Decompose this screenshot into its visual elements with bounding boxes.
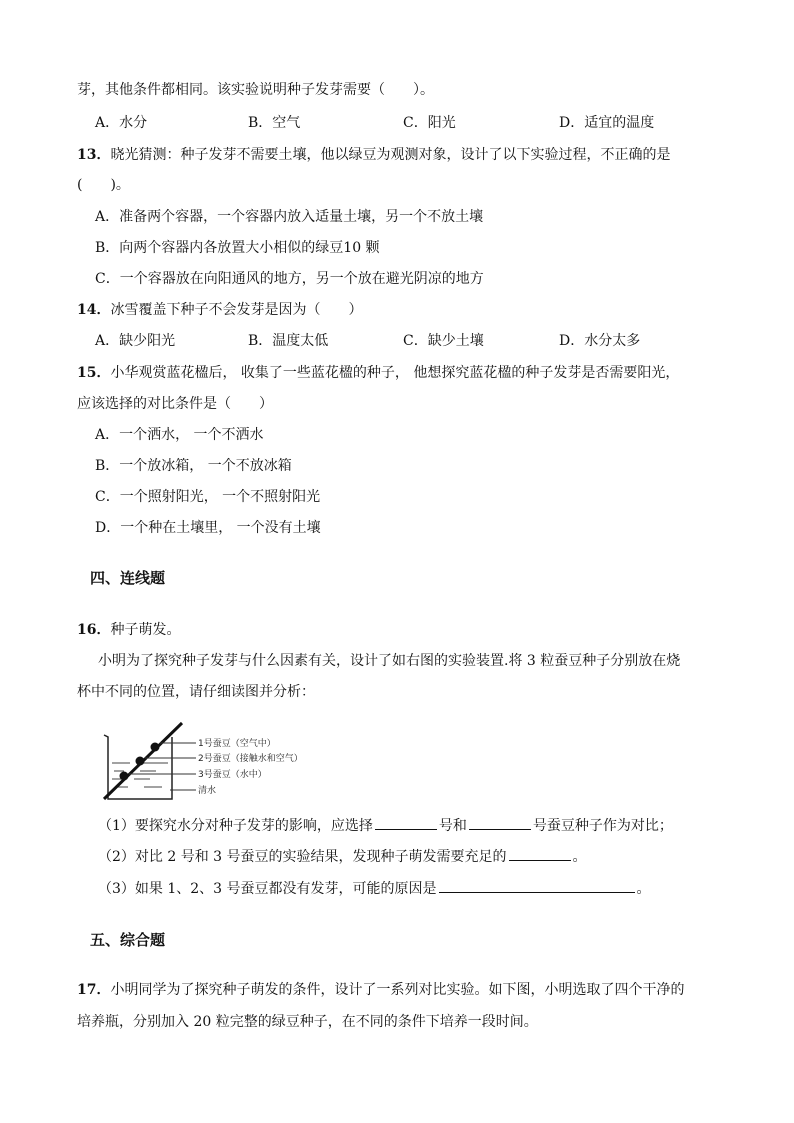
section-heading-5: 五、综合题	[90, 931, 166, 949]
q12-stem-tail: 芽，其他条件都相同。该实验说明种子发芽需要（ ）。	[77, 82, 434, 98]
q12-option-c: C．阳光	[403, 115, 456, 131]
bean-2	[136, 757, 145, 766]
q16-stem	[77, 620, 180, 640]
q17-line1: 小明同学为了探究种子萌发的条件，设计了一系列对比实验。如下图，小明选取了四个干净的	[110, 982, 685, 998]
q12-option-b: B．空气	[248, 115, 301, 131]
q17-line2: 培养瓶，分别加入 20 粒完整的绿豆种子，在不同的条件下培养一段时间。	[77, 1014, 538, 1030]
bean-1	[151, 743, 160, 752]
q14-number: 14．	[77, 302, 111, 318]
q16-sub2-text-a: （2）对比 2 号和 3 号蚕豆的实验结果，发现种子萌发需要充足的	[98, 849, 507, 865]
q13-stem	[77, 145, 670, 165]
q15-stem-line1: 小华观赏蓝花楹后， 收集了一些蓝花楹的种子， 他想探究蓝花楹的种子发芽是否需要阳光，	[110, 365, 680, 381]
label-bean-1: 1号蚕豆（空气中）	[198, 739, 276, 749]
q12-option-d: D．适宜的温度	[559, 115, 655, 131]
q16-sub1-blank-1[interactable]	[375, 815, 437, 830]
q13-number: 13．	[77, 147, 111, 163]
q13-option-c: C．一个容器放在向阳通风的地方，另一个放在避光阴凉的地方	[95, 271, 484, 287]
q16-intro-line1: 小明为了探究种子发芽与什么因素有关，设计了如右图的实验装置.将 3 粒蚕豆种子分别放在烧	[98, 653, 681, 669]
q16-sub1-text-c: 号蚕豆种子作为对比；	[532, 818, 673, 834]
q13-option-a: A．准备两个容器，一个容器内放入适量土壤，另一个不放土壤	[95, 209, 484, 225]
q15-option-d: D．一个种在土壤里， 一个没有土壤	[95, 520, 321, 536]
q16-sub1-blank-2[interactable]	[469, 815, 531, 830]
q12-option-a: A．水分	[95, 115, 148, 131]
q15-option-a: A．一个洒水， 一个不洒水	[95, 427, 264, 443]
q14-option-d: D．水分太多	[559, 333, 641, 349]
bean-3	[120, 772, 129, 781]
q16-sub1	[98, 815, 673, 836]
q16-sub1-text-b: 号和	[438, 818, 467, 834]
label-bean-2: 2号蚕豆（接触水和空气）	[198, 754, 300, 764]
q15-option-b: B．一个放冰箱， 一个不放冰箱	[95, 458, 292, 474]
q13-stem-line2: ( )。	[77, 177, 130, 193]
beaker-diagram	[100, 715, 300, 803]
q17-stem	[77, 980, 684, 1000]
q15-number: 15．	[77, 365, 111, 381]
label-water: 清水	[198, 786, 217, 796]
q16-number: 16．	[77, 622, 111, 638]
q16-sub2-blank[interactable]	[509, 846, 571, 861]
q16-sub1-text-a: （1）要探究水分对种子发芽的影响，应选择	[98, 818, 373, 834]
q15-stem	[77, 363, 679, 383]
q15-option-c: C．一个照射阳光， 一个不照射阳光	[95, 489, 321, 505]
q13-option-b: B．向两个容器内各放置大小相似的绿豆10 颗	[95, 240, 380, 256]
q14-stem	[77, 300, 362, 320]
q16-sub3-text-a: （3）如果 1、2、3 号蚕豆都没有发芽，可能的原因是	[98, 881, 437, 897]
section-heading-4: 四、连线题	[90, 569, 166, 587]
q14-option-c: C．缺少土壤	[403, 333, 484, 349]
q16-sub2	[98, 846, 587, 867]
q15-stem-line2: 应该选择的对比条件是（ ）	[77, 396, 273, 412]
q17-number: 17．	[77, 982, 111, 998]
q14-option-b: B．温度太低	[248, 333, 329, 349]
q13-stem-line1: 晓光猜测：种子发芽不需要土壤，他以绿豆为观测对象，设计了以下实验过程，不正确的是	[110, 147, 671, 163]
beaker-svg	[100, 715, 300, 803]
q16-title: 种子萌发。	[110, 622, 181, 638]
q14-option-a: A．缺少阳光	[95, 333, 176, 349]
q16-sub2-text-b: 。	[572, 849, 587, 865]
q16-sub3-text-b: 。	[636, 881, 651, 897]
q16-sub3	[98, 878, 651, 899]
q16-intro-line2: 杯中不同的位置，请仔细读图并分析：	[77, 684, 315, 700]
label-bean-3: 3号蚕豆（水中）	[198, 770, 267, 780]
q14-stem-text: 冰雪覆盖下种子不会发芽是因为（ ）	[110, 302, 363, 318]
q16-sub3-blank[interactable]	[439, 878, 635, 893]
